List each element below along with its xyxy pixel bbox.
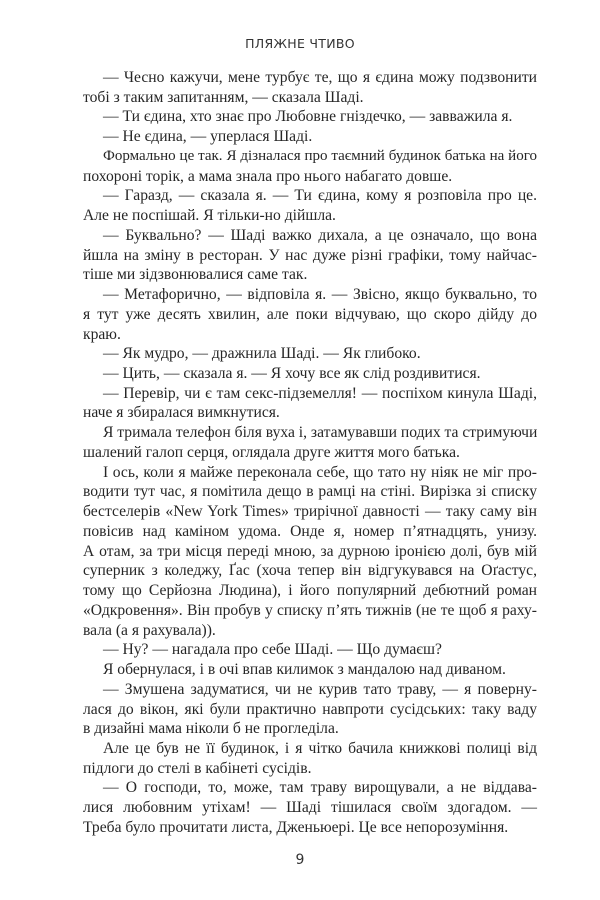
text-line: Формально це так. Я дізналася про таємний будинок батька на його: [103, 147, 537, 164]
text-line: Але це був не її будинок, і я чітко бачила книжкові полиці від: [103, 739, 537, 757]
paragraph: [83, 226, 537, 285]
paragraph: [83, 186, 537, 225]
paragraph: [83, 423, 537, 462]
text-line: лася до вікон, які були практично навпроти сусідських: таку ваду: [83, 700, 537, 718]
paragraph: [83, 364, 537, 384]
text-line: — Ну? — нагадала про себе Шаді. — Що думаєш?: [103, 641, 442, 659]
running-head: ПЛЯЖНЕ ЧТИВО: [245, 36, 355, 51]
text-line: — Цить, — сказала я. — Я хочу все як слід роздивитися.: [103, 365, 481, 383]
text-line: — Буквально? — Шаді важко дихала, а це означало, що вона: [103, 226, 537, 244]
text-line: підлоги до стелі в кабінеті сусідів.: [83, 759, 312, 777]
text-line: Я тримала телефон біля вуха і, затамувавши подих та стримуючи: [103, 424, 538, 442]
text-line: — Ти єдина, хто знає про Любовне гніздечко, — завважила я.: [103, 108, 513, 126]
paragraph: [83, 107, 537, 127]
text-line: — Гаразд, — сказала я. — Ти єдина, кому я розповіла про це.: [103, 187, 537, 205]
text-line: шалений галоп серця, оглядала друге життя мого батька.: [83, 443, 460, 461]
text-line: тіше ми зідзвонювалися саме так.: [83, 266, 308, 284]
text-line: в дизайні мама ніколи б не прогледіла.: [83, 720, 339, 738]
paragraph: [83, 739, 537, 778]
page-number: 9: [295, 852, 305, 868]
paragraph: [83, 344, 537, 364]
paragraph: [83, 660, 537, 680]
paragraph: [83, 778, 537, 837]
text-line: Треба було прочитати листа, Дженьюері. Це все непорозуміння.: [83, 818, 509, 836]
text-line: краю.: [83, 325, 121, 343]
text-line: похороні торік, а мама знала про нього набагато довше.: [83, 167, 453, 185]
text-line: я тут уже десять хвилин, але поки відчуваю, що скоро дійду до: [83, 305, 537, 323]
text-line: «Одкровення». Він пробув у списку п’ять тижнів (не те щоб я раху-: [83, 601, 537, 619]
paragraph: [83, 463, 537, 641]
text-line: тобі з таким запитанням, — сказала Шаді.: [83, 88, 364, 106]
body-text: [83, 68, 537, 838]
text-line: — Перевір, чи є там секс-підземелля! — поспіхом кинула Шаді,: [103, 384, 537, 402]
paragraph: [83, 68, 537, 107]
text-line: суперник з коледжу, Ґас (хоча тепер він відгукувався на Оґастус,: [83, 562, 537, 580]
text-line: водити тут час, я помітила дещо в рамці на стіні. Вирізка зі списку: [83, 483, 537, 501]
text-line: повісив над каміном удома. Онде я, номер п’ятнадцять, унизу.: [83, 522, 537, 540]
text-line: Але не поспішай. Я тільки-но дійшла.: [83, 207, 336, 225]
text-line: — Як мудро, — дражнила Шаді. — Як глибоко.: [103, 345, 421, 363]
text-line: вала (а я рахувала)).: [83, 621, 216, 639]
text-line: — Чесно кажучи, мене турбує те, що я єдина можу подзвонити: [103, 69, 537, 86]
text-line: — Не єдина, — уперлася Шаді.: [103, 128, 313, 146]
text-line: — Змушена задуматися, чи не курив тато траву, — я поверну-: [103, 680, 537, 698]
text-line: бестселерів «New York Times» трирічної давності — таку саму він: [83, 503, 537, 521]
text-line: — О господи, то, може, там траву вирощували, а не віддава-: [103, 779, 537, 797]
text-line: тому що Серйозна Людина), і його популярний дебютний роман: [83, 582, 537, 600]
text-line: Я обернулася, і в очі впав килимок з мандалою над диваном.: [103, 661, 506, 679]
text-line: лися любовним утіхам! — Шаді тішилася своїм здогадом. —: [83, 799, 537, 817]
text-line: наче я збиралася вимкнутися.: [83, 404, 280, 422]
paragraph: [83, 680, 537, 739]
text-line: І ось, коли я майже переконала себе, що тато ну ніяк не міг про-: [103, 463, 537, 481]
paragraph: [83, 285, 537, 344]
paragraph: [83, 384, 537, 423]
paragraph: [83, 147, 537, 186]
paragraph: [83, 640, 537, 660]
paragraph: [83, 127, 537, 147]
text-line: йшла на зміну в ресторан. У нас дуже різні графіки, тому найчас-: [83, 246, 537, 264]
text-line: — Метафорично, — відповіла я. — Звісно, якщо буквально, то: [103, 286, 537, 304]
text-line: А отам, за три місця переді мною, за дурною іронією долі, був мій: [83, 542, 537, 560]
